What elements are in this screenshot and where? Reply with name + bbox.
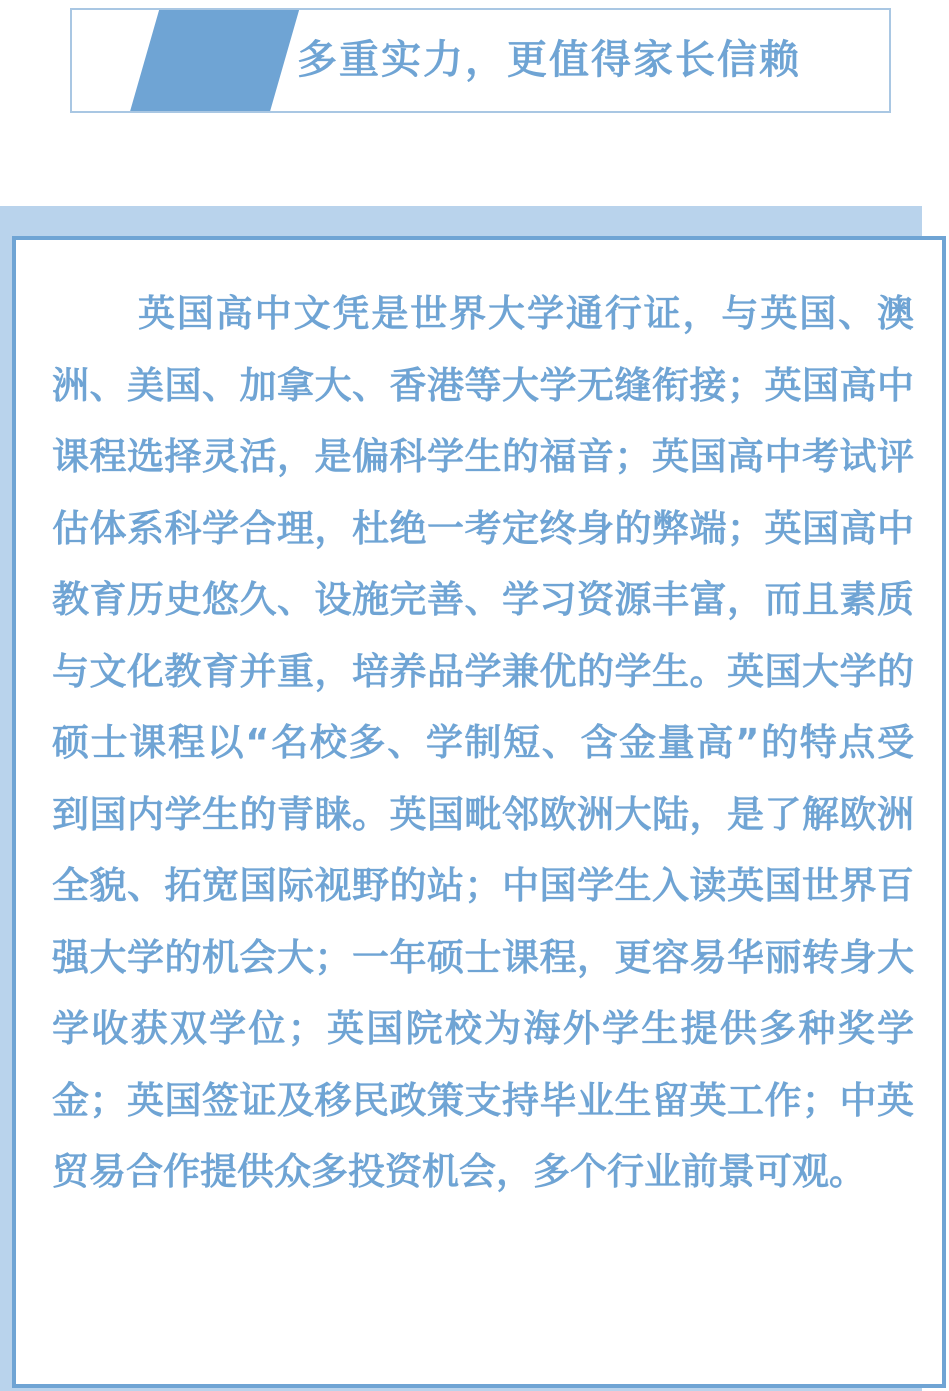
page-title: 多重实力，更值得家长信赖 <box>297 37 801 83</box>
header-slant-decoration <box>129 10 299 113</box>
header-banner <box>70 8 891 113</box>
article-paragraph: 英国高中文凭是世界大学通行证，与英国、澳洲、美国、加拿大、香港等大学无缝衔接；英国高中课程选择灵活，是偏科学生的福音；英国高中考试评估体系科学合理，杜绝一考定终身的弊端；英国高中教育历史悠久、设施完善、学习资源丰富，而且素质与文化教育并重，培养品学兼优的学生。英国大学的硕士课程以“名校多、学制短、含金量高”的特点受到国内学生的青睐。英国毗邻欧洲大陆，是了解欧洲全貌、拓宽国际视野的站；中国学生入读英国世界百强大学的机会大；一年硕士课程，更容易华丽转身大学收获双学位；英国院校为海外学生提供多种奖学金；英国签证及移民政策支持毕业生留英工作；中英贸易合作提供众多投资机会，多个行业前景可观。 <box>52 292 914 1193</box>
content-card <box>12 236 946 1388</box>
